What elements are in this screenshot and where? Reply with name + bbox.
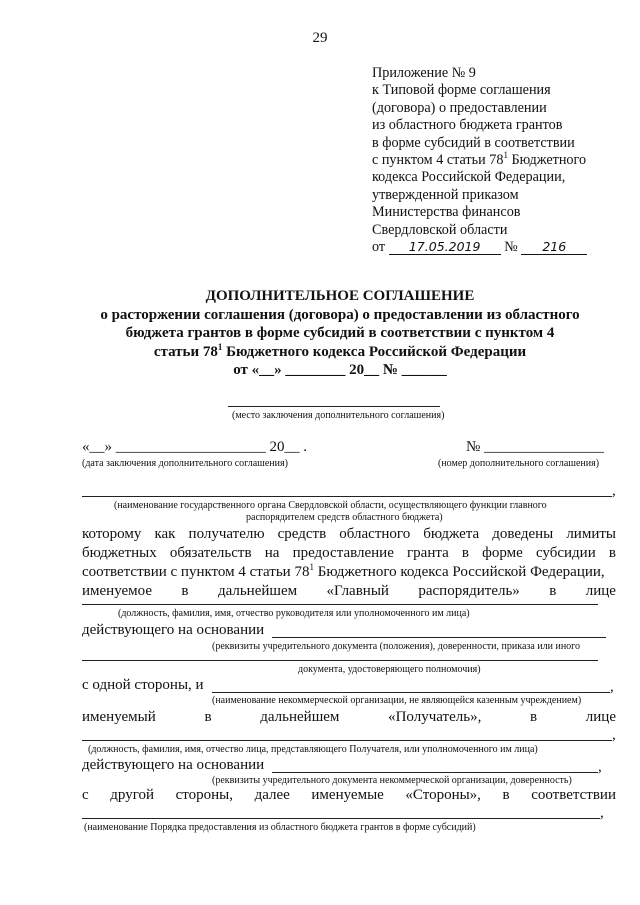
- appendix-line: Свердловской области: [372, 221, 508, 238]
- gov-body-caption: распорядителем средств областного бюджета): [246, 512, 443, 523]
- word: именуемый: [82, 709, 156, 725]
- title-line: бюджета грантов в форме субсидий в соответствии с пунктом 4: [125, 325, 555, 341]
- superscript: 1: [503, 150, 508, 161]
- word: «Получатель»,: [388, 709, 482, 725]
- agreement-date-field: «__» ____________________ 20__ .: [82, 439, 307, 455]
- paragraph-text: соответствии с пунктом 4 статьи 78: [82, 564, 310, 580]
- date-prefix: от: [372, 239, 386, 256]
- place-caption: (место заключения дополнительного соглашения): [232, 410, 445, 421]
- comma: ,: [612, 727, 616, 743]
- word: именуемое: [82, 583, 152, 599]
- title-date-line: от «__» ________ 20__ № ______: [233, 362, 447, 378]
- title-line: о расторжении соглашения (договора) о предоставлении из областного: [100, 306, 580, 323]
- paragraph-line: которому как получателю средств областного бюджета доведены лимиты: [82, 526, 616, 542]
- word: лице: [585, 709, 616, 725]
- appendix-line: из областного бюджета грантов: [372, 117, 563, 134]
- one-side-label: с одной стороны, и: [82, 677, 204, 693]
- word: лице: [585, 583, 616, 599]
- word: далее: [254, 787, 290, 803]
- handwritten-date: 17.05.2019: [389, 240, 501, 255]
- basis-caption: документа, удостоверяющего полномочия): [298, 664, 481, 675]
- word: в: [549, 583, 557, 599]
- word: дальнейшем: [217, 583, 298, 599]
- appendix-line: в форме субсидий в соответствии: [372, 134, 575, 151]
- place-blank-line: [228, 406, 440, 407]
- recipient-named-line: [82, 708, 616, 727]
- title-text: Бюджетного кодекса Российской Федерации: [222, 343, 527, 360]
- basis-blank-line: [272, 637, 606, 638]
- comma: ,: [612, 483, 616, 499]
- number-prefix: №: [504, 239, 518, 256]
- appendix-block: [372, 65, 634, 256]
- date-caption: (дата заключения дополнительного соглашения): [82, 458, 288, 469]
- gov-body-caption: (наименование государственного органа Свердловской области, осуществляющего функции главного: [114, 500, 547, 511]
- comma: ,: [598, 759, 602, 775]
- ngo-basis-caption: (реквизиты учредительного документа некоммерческой организации, доверенность): [212, 775, 572, 786]
- ngo-blank-line: [212, 692, 610, 693]
- word: распорядитель»: [418, 583, 520, 599]
- position-blank-line: [82, 604, 598, 605]
- comma: ,: [610, 679, 614, 695]
- appendix-line: (договора) о предоставлении: [372, 99, 547, 116]
- paragraph-line: [82, 563, 616, 582]
- word: «Главный: [326, 583, 389, 599]
- gov-body-blank-line: [82, 496, 612, 497]
- superscript: 1: [217, 341, 223, 352]
- handwritten-number: 216: [521, 240, 587, 255]
- document-title: [60, 287, 620, 380]
- word: соответствии: [531, 787, 616, 803]
- appendix-line: Приложение № 9: [372, 65, 476, 81]
- title-text: статьи 78: [153, 343, 218, 360]
- other-side-line: [82, 786, 616, 805]
- recipient-person-caption: (должность, фамилия, имя, отчество лица, представляющего Получателя, или уполномоченного им лица): [88, 744, 538, 755]
- appendix-line: к Типовой форме соглашения: [372, 82, 551, 99]
- word: стороны,: [175, 787, 233, 803]
- word: «Стороны»,: [405, 787, 481, 803]
- acting-basis-label-2: действующего на основании: [82, 757, 265, 773]
- appendix-line: кодекса Российской Федерации,: [372, 169, 566, 186]
- basis-blank-line-2: [82, 660, 598, 661]
- number-caption: (номер дополнительного соглашения): [438, 458, 600, 469]
- ngo-basis-blank-line: [272, 772, 598, 773]
- basis-caption: (реквизиты учредительного документа (положения), доверенности, приказа или иного: [212, 641, 581, 652]
- title-heading: ДОПОЛНИТЕЛЬНОЕ СОГЛАШЕНИЕ: [205, 288, 475, 304]
- appendix-date-line: [372, 239, 634, 256]
- word: с: [82, 787, 89, 803]
- superscript: 1: [309, 562, 314, 572]
- recipient-person-blank-line: [82, 740, 612, 741]
- word: в: [204, 709, 212, 725]
- paragraph-line: бюджетных обязательств на предоставление гранта в форме субсидии в: [82, 545, 616, 561]
- ngo-caption: (наименование некоммерческой организации, не являющейся казенным учреждением): [212, 695, 582, 706]
- appendix-text: с пунктом 4 статьи 78: [372, 152, 504, 169]
- comma: ,: [600, 805, 604, 821]
- word: в: [502, 787, 510, 803]
- acting-basis-label: действующего на основании: [82, 622, 265, 638]
- appendix-line: утвержденной приказом: [372, 186, 519, 203]
- position-caption: (должность, фамилия, имя, отчество руководителя или уполномоченного им лица): [118, 608, 470, 619]
- appendix-text: Бюджетного: [507, 152, 587, 169]
- word: другой: [110, 787, 155, 803]
- appendix-line: [372, 152, 634, 169]
- procedure-caption: (наименование Порядка предоставления из областного бюджета грантов в форме субсидий): [84, 822, 476, 833]
- paragraph-line-spread: [82, 582, 616, 601]
- agreement-number-field: № ________________: [466, 439, 605, 455]
- paragraph-recipient: [82, 525, 616, 601]
- paragraph-text: Бюджетного кодекса Российской Федерации,: [313, 564, 605, 580]
- word: в: [181, 583, 189, 599]
- title-line: [60, 343, 620, 362]
- word: в: [530, 709, 538, 725]
- procedure-blank-line: [82, 818, 600, 819]
- page-number: 29: [312, 30, 328, 46]
- appendix-line: Министерства финансов: [372, 204, 521, 221]
- word: именуемые: [311, 787, 384, 803]
- word: дальнейшем: [260, 709, 340, 725]
